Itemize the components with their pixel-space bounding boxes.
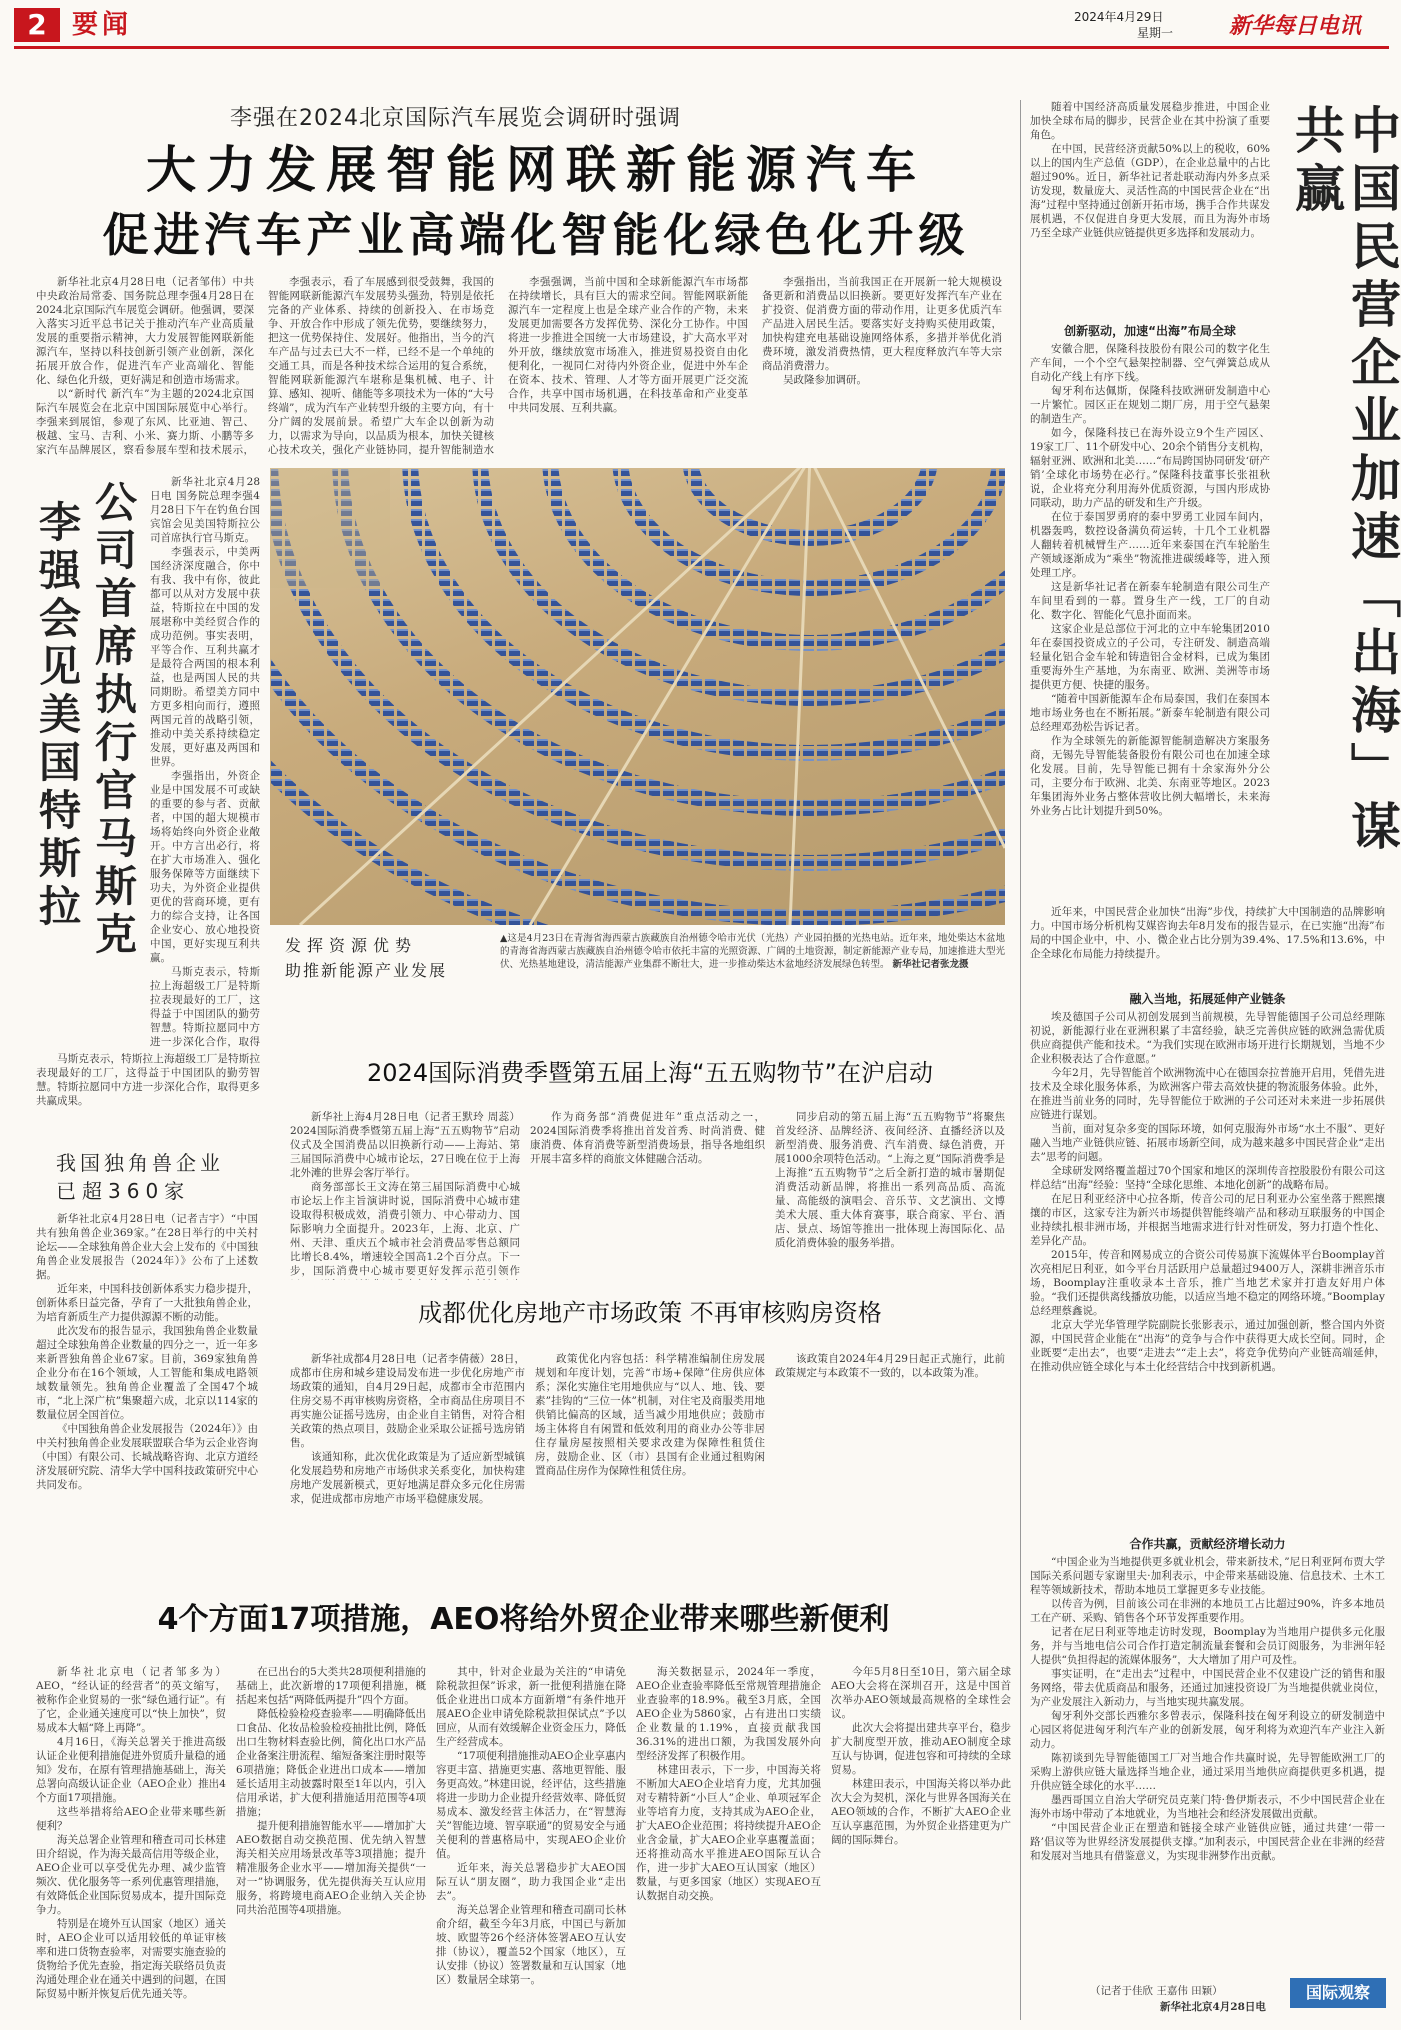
right-column-divider [1020,100,1021,2020]
chengdu-headline: 成都优化房地产市场政策 不再审核购房资格 [418,1299,882,1327]
private-intro: 随着中国经济高质量发展稳步推进，中国企业加快全球布局的脚步，民营企业在其中扮演了重要角色。 在中国，民营经济贡献50%以上的税收，60%以上的国内生产总值（GDP），在企业总量中的占比超过90%。近日，新华社记者赴联动海内外多点采访发现，数量庞大、灵活性高的中国民营企业在“出海”过程中坚持通过创新开拓市场，携手合作共谋发展机遇，不仅促进自身更大发展，而且为海外市场乃至全球产业链供应链提供更多选择和发展动力。 [1030,101,1270,239]
international-watch-tag: 国际观察 [1290,1978,1386,2008]
solar-field-photo [270,468,1005,925]
private-body-1b: 近年来，中国民营企业加快“出海”步伐，持续扩大中国制造的品牌影响力。中国市场分析机构艾媒咨询去年8月发布的报告显示，在已实施“出海”布局的中国企业中，中、小、微企业占比分别为39.4%、17.5%和13.6%，中企全球化布局能力持续提升。 [1030,906,1385,960]
photo-caption-title-2: 助推新能源产业发展 [285,961,448,980]
lead-body-col-2: 李强表示，看了车展感到很受鼓舞，我国的智能网联新能源汽车发展势头强劲，特别是依托完备的产业体系、持续的创新投入、在市场竞争、开放合作中形成了领先优势，要继续努力，把这一优势保持住、发展好。他指出，当今的汽车产品与过去已大不一样，已经不是一个单纯的交通工具，而是各种技术综合运用的复合系统，智能网联新能源汽车堪称是集机械、电子、计算、感知、视听、储能等多项技术为一体的“大号终端”，成为汽车产业转型升级的主要方向，有十分广阔的发展前景。希望广大车企以创新为动力，以需求为导向，以品质为根本，加快关键核心技术攻关，强化产业链协同，提升智能制造水 [268,276,494,456]
unicorn-headline-1: 我国独角兽企业 [56,1151,224,1175]
lead-headline-2: 促进汽车产业高端化智能化绿色化升级 [102,208,970,262]
page-number: 2 [14,8,60,42]
lead-body-col-4: 李强指出，当前我国正在开展新一轮大规模设备更新和消费品以旧换新。要更好发挥汽车产业在扩投资、促消费方面的带动作用，让更多优质汽车产品进入居民生活。要落实好支持购买使用政策，加快构建充电基础设施网络体系，多措并举优化消费环境，激发消费热情，更大程度释放汽车等大宗商品消费潜力。 吴政隆参加调研。 [762,276,1002,386]
aeo-body-col-3: 其中，针对企业最为关注的“申请免除税款担保”诉求，新一批便利措施在降低企业进出口成本方面新增“有条件地开展AEO企业申请免除税款担保试点”予以回应，从而有效缓解企业资金压力，降低生产经营成本。 “17项便利措施推动AEO企业享惠内容更丰富、措施更实惠、落地更智能、服务更高效。”林建田说，经评估，这些措施将进一步助力企业提升经营效率、降低贸易成本、激发经营主体活力，在“智慧海关”智能边境、智享联通”的贸易安全与通关便利的普惠格局中，实现AEO企业价值。 近年来，海关总署稳步扩大AEO国际互认“朋友圈”，助力我国企业“走出去”。 海关总署企业管理和稽查司副司长林俞介绍，截至今年3月底，中国已与新加坡、欧盟等26个经济体签署AEO互认安排（协议），覆盖52个国家（地区），互认安排（协议）签署数量和互认国家（地区）数量居全球第一。 [436,1666,626,1986]
shopping-body-col-1: 新华社上海4月28日电（记者王默玲 周蕊）2024国际消费季暨第五届上海“五五购物节”启动仪式及全国消费品以旧换新行动——上海站、第三届国际消费中心城市论坛，27日晚在位于上海北外滩的世界会客厅举行。 商务部部长王文涛在第三届国际消费中心城市论坛上作主旨演讲时说，国际消费中心城市建设取得积极成效，消费引领力、中心带动力、国际影响力全面提升。2023年，上海、北京、广州、天津、重庆五个城市社会消费品零售总额同比增长8.4%，增速较全国高1.2个百分点。下一步，国际消费中心城市要更好发挥示范引领作 [290,1111,520,1277]
private-subhead-1: 创新驱动，加速“出海”布局全球 [1064,324,1236,338]
meeting-headline-left: 李强会见美国特斯拉 [33,500,82,932]
meeting-body: 新华社北京4月28日电 国务院总理李强4月28日下午在钓鱼台国宾馆会见美国特斯拉公司首席执行官马斯克。 李强表示，中美两国经济深度融合，你中有我、我中有你，彼此都可以从对方发展中获益，特斯拉在中国的发展堪称中美经贸合作的成功范例。事实表明，平等合作、互利共赢才是最符合两国的根本利益，也是两国人民的共同期盼。希望美方同中方更多相向而行，遵照两国元首的战略引领，推动中美关系持续稳定发展，更好惠及两国和世界。 李强指出，外资企业是中国发展不可或缺的重要的参与者、贡献者，中国的超大规模市场将始终向外资企业敞开。中方言出必行，将在扩大市场准入、强化服务保障等方面继续下功夫，为外资企业提供更优的营商环境，更有力的综合支持，让各国企业安心、放心地投资中国，更好实现互利共赢。 马斯克表示，特斯拉上海超级工厂是特斯拉表现最好的工厂，这得益于中国团队的勤劳智慧。特斯拉愿同中方进一步深化合作，取得 [150,476,260,1048]
shopping-body-col-2: 作为商务部“消费促进年”重点活动之一，2024国际消费季将推出首发首秀、时尚消费、健康消费、体育消费等新型消费场景，指导各地组织开展丰富多样的商旅文体健融合活动。 [530,1111,765,1165]
chengdu-body-col-1: 新华社成都4月28日电（记者李倩薇）28日，成都市住房和城乡建设局发布进一步优化房地产市场政策的通知，自4月29日起，成都市全市范围内住房交易不再审核购房资格，全市商品住房项目不再实施公证摇号选房，由企业自主销售，对符合相关政策的热点项目，鼓励企业采取公证摇号选房销售。 该通知称，此次优化政策是为了适应新型城镇化发展趋势和房地产市场供求关系变化，加快构建房地产发展新模式，更好地满足群众多元化住房需求，促进成都市房地产市场平稳健康发展。 [290,1353,525,1505]
lead-body-col-3: 李强强调，当前中国和全球新能源汽车市场都在持续增长，具有巨大的需求空间。智能网联新能源汽车一定程度上也是全球产业合作的产物，未来发展更加需要各方发挥优势、深化分工协作。中国将进一步推进全国统一大市场建设，扩大高水平对外开放，继续放宽市场准入，推进贸易投资自由化便利化，一视同仁对待内外资企业，促进中外车企在资本、技术、管理、人才等方面开展更广泛交流合作，共享中国市场机遇，在科技革命和产业变革中共同发展、互利共赢。 [508,276,748,414]
private-dateline: 新华社北京4月28日电 [1160,2001,1266,2013]
aeo-body-col-5: 今年5月8日至10日，第六届全球AEO大会将在深圳召开，这是中国首次举办AEO领域最高规格的全球性会议。 此次大会将提出建共享平台，稳步扩大制度型开放，推动AEO制度全球互认与协调，促进包容和可持续的全球贸易。 林建田表示，中国海关将以举办此次大会为契机，深化与世界各国海关在AEO领域的合作，不断扩大AEO企业互认享惠范围，为外贸企业搭建更为广阔的国际舞台。 [831,1666,1011,1846]
photo-credit: 新华社记者张龙摄 [892,959,969,970]
shopping-body-col-3: 同步启动的第五届上海“五五购物节”将聚焦首发经济、品牌经济、夜间经济、直播经济以及新型消费、服务消费、汽车消费、绿色消费，开展1000余项特色活动。“上海之夏”国际消费季是上海推“五五购物节”之后全新打造的城市暑期促消费活动新品牌，将推出一系列高品质、高流量、高能级的演唱会、音乐节、文艺演出、文博美术大展、重大体育赛事，联合商家、平台、酒店、景点、场馆等推出一批体现上海国际化、品质化消费体验的服务举措。 [775,1111,1005,1249]
aeo-body-col-2: 在已出台的5大类共28项便利措施的基础上，此次新增的17项便利措施，概括起来包括“两降低两提升”四个方面。 降低检验检疫查验率——明确降低出口食品、化妆品检验检疫抽批比例，降低出口生物材料查验比例，简化出口水产品企业备案注册流程、缩短备案注册时限等6项措施；降低企业进出口成本——增加延长适用主动披露时限至1年以内，引入信用承诺，扩大便利措施适用范围等4项措施； 提升便利措施智能水平——增加扩大AEO数据自动交换范围、优先纳入智慧海关相关应用场景改革等3项措施；提升精准服务企业水平——增加海关提供“一对一”协调服务，优先提供海关互认应用服务，将跨境电商AEO企业纳入关企协同共治范围等4项措施。 [236,1666,426,1916]
private-body-1a: 安徽合肥，保隆科技股份有限公司的数字化生产车间，一个个空气悬架控制器、空气弹簧总成从自动化产线上有序下线。 匈牙利布达佩斯，保隆科技欧洲研发制造中心一片繁忙。园区正在规划二期厂房，用于空气悬架的制造生产。 如今，保隆科技已在海外设立9个生产园区、19家工厂、11个研发中心、20余个销售分支机构，辐射亚洲、欧洲和北美……“布局跨国协同研发‘研产销’全球化市场势在必行。”保隆科技董事长张祖秋说，企业将充分利用海外优质资源，与国内形成协同联动，助力产品的研发和生产升级。 在位于泰国罗勇府的泰中罗勇工业园车间内，机器轰鸣，数控设备满负荷运转，十几个工业机器人翻转着机械臂生产……近年来泰国在汽车轮胎生产领域逐渐成为“乘坐”物流推进碳缓峰等，进入预处理工序。 这是新华社记者在新泰车轮制造有限公司生产车间里看到的一幕。置身生产一线，工厂的自动化、数字化、智能化气息扑面而来。 这家企业是总部位于河北的立中车轮集团2010年在泰国投资成立的子公司，专注研发、制造高端轻量化铝合金车轮和铸造铝合金材料，已成为集团重要海外生产基地，为东南亚、欧洲、美洲等市场提供更方便、快捷的服务。 “随着中国新能源车企布局泰国，我们在泰国本地市场业务也在不断拓展。”新泰车轮制造有限公司总经理邓劲松告诉记者。 作为全球领先的新能源智能制造解决方案服务商，无锡先导智能装备股份有限公司也在加速全球化发展。目前，先导智能已拥有十余家海外分公司，主要分布于欧洲、北美、东南亚等地区。2023年集团海外业务占整体营收比例大幅增长，未来海外业务占比计划提升到50%。 [1030,343,1270,817]
photo-caption: ▲这是4月23日在青海省海西蒙古族藏族自治州德令哈市光伏（光热）产业园拍摄的光热电站。近年来，地处柴达木盆地的青海省海西蒙古族藏族自治州德令哈市依托丰富的光照资源、广阔的土地资源，制定新能源产业专局，加速推进大型光伏、光热基地建设，清洁能源产业集群不断壮大，进一步推动柴达木盆地经济发展绿色转型。 新华社记者张龙摄 [500,933,1005,970]
lead-body-col-1: 新华社北京4月28日电（记者邹伟）中共中央政治局常委、国务院总理李强4月28日在2024北京国际汽车展览会调研。他强调，要深入落实习近平总书记关于推动汽车产业高质量发展的重要指示精神，大力发展智能网联新能源汽车，坚持以科技创新引领产业创新，深化拓展开放合作，促进汽车产业高端化、智能化、绿色化升级，更好满足和创造市场需求。 以“新时代 新汽车”为主题的2024北京国际汽车展览会在北京中国国际展览中心举行。李强来到展馆，参观了东风、比亚迪、智己、极越、宝马、吉利、小米、赛力斯、小鹏等多家汽车品牌展区，察看参展车型和技术展示， [36,276,254,456]
paper-name: 新华每日电讯 [1229,13,1362,39]
unicorn-headline-2: 已超360家 [56,1179,191,1203]
lead-kicker: 李强在2024北京国际汽车展览会调研时强调 [230,106,681,131]
unicorn-body: 新华社北京4月28日电（记者吉宇）“中国共有独角兽企业369家。”在28日举行的中关村论坛——全球独角兽企业大会上发布的《中国独角兽企业发展报告（2024年）》公布了上述数据。 近年来，中国科技创新体系实力稳步提升，创新体系日益完备，孕育了一大批独角兽企业，为培育新质生产力提供源源不断的动能。 此次发布的报告显示，我国独角兽企业数量超过全球独角兽企业数量的四分之一，近一年多来新晋独角兽企业67家。目前，369家独角兽企业分布在16个领域，人工智能和集成电路领域数量领先。独角兽企业覆盖了全国47个城市，“北上深广杭”集聚超六成，北京以114家的数量位居全国首位。 《中国独角兽企业发展报告（2024年）》由中关村独角兽企业发展联盟联合华为云企业咨询（中国）有限公司、长城战略咨询、北京方道经济发展研究院、清华大学中国科技政策研究中心共同发布。 [36,1213,258,1491]
private-subhead-3: 合作共赢，贡献经济增长动力 [1129,1537,1286,1551]
private-headline: 中国民营企业加速「出海」谋共赢 [1287,104,1401,858]
private-subhead-2: 融入当地，拓展延伸产业链条 [1129,992,1286,1006]
aeo-body-col-4: 海关数据显示，2024年一季度，AEO企业查验率降低至常规管理措施企业查验率的18.9%。截至3月底，全国AEO企业为5860家，占有进出口实绩企业数量的1.19%，直接贡献我国36.31%的进出口额，为我国发展外向型经济发挥了积极作用。 林建田表示，下一步，中国海关将不断加大AEO企业培育力度，尤其加强对专精特新“小巨人”企业、单项冠军企业等培育力度，支持其成为AEO企业，扩大AEO企业范围；将持续提升AEO企业含金量，扩大AEO企业享惠覆盖面；还将推动高水平推进AEO国际互认合作，进一步扩大AEO互认国家（地区）数量，与更多国家（地区）实现AEO互认数据自动交换。 [636,1666,821,1902]
private-body-3: “中国企业为当地提供更多就业机会，带来新技术，”尼日利亚阿布贾大学国际关系问题专家谢里夫·加利表示，中企带来基础设施、信息技术、土木工程等领域新技术，帮助本地员工掌握更多专业技能。 以传音为例，目前该公司在非洲的本地员工占比超过90%，许多本地员工在产研、采购、销售各个环节发挥重要作用。 记者在尼日利亚等地走访时发现，Boomplay为当地用户提供多元化服务，并与当地电信公司合作打造定制流量套餐和会员订阅服务，为非洲年轻人提供“负担得起的流媒体服务”，大大增加了用户可及性。 事实证明，在“走出去”过程中，中国民营企业不仅建设广泛的销售和服务网络，带去优质商品和服务，还通过加速投资设厂为当地提供就业岗位，为产业发展注入新动力，与当地实现共赢发展。 匈牙利外交部长西雅尔多曾表示，保隆科技在匈牙利设立的研发制造中心园区将促进匈牙利汽车产业的创新发展，匈牙利将为欢迎汽车产业注入新动力。 陈初谈到先导智能德国工厂对当地合作共赢时说，先导智能欧洲工厂的采购上游供应链大量选择当地企业，通过采用当地供应商提供更多机遇，提升供应链全球化的水平…… 墨西哥国立自治大学研究员克莱门特·鲁伊斯表示，不少中国民营企业在海外市场中带动了本地就业，为当地社会和经济发展做出贡献。 “中国民营企业正在塑造和链接全球产业链供应链，通过共建‘一带一路’倡议等为世界经济发展提供支撑。”加利表示，中国民营企业在非洲的经营和发展对当地具有借鉴意义，为实现非洲梦作出贡献。 [1030,1556,1385,1862]
private-byline: （记者于佳欣 王嘉伟 田颖） [1090,1985,1223,1997]
private-body-2: 埃及德国子公司从初创发展到当前规模，先导智能德国子公司总经理陈初说，新能源行业在亚洲积累了丰富经验，缺乏完善供应链的欧洲急需优质供应商提供产能和技术。“为我们实现在欧洲市场开进行长期规划，当地不少企业积极表达了合作意愿。” 今年2月，先导智能首个欧洲物流中心在德国奈拉普施开启用，凭借先进技术及全球化服务体系，为欧洲客户带去高效快捷的物流服务体验。此外，在推进当前业务的同时，先导智能位于欧洲的子公司还对未来进一步拓展供应链进行谋划。 当前，面对复杂多变的国际环境，如何克服海外市场“水土不服”、更好融入当地产业链供应链、拓展市场新空间，成为越来越多中国民营企业“走出去”思考的问题。 全球研发网络覆盖超过70个国家和地区的深圳传音控股股份有限公司这样总结“出海”经验：坚持“全球化思维、本地化创新”的战略布局。 在尼日利亚经济中心拉各斯，传音公司的尼日利亚办公室坐落于熙熙攘攘的市区，这家专注为新兴市场提供智能终端产品和移动互联服务的中国企业持续扎根非洲市场，并根据当地需求进行针对性研发，努力打造个性化、差异化产品。 2015年，传音和网易成立的合资公司传易旗下流媒体平台Boomplay首次亮相尼日利亚，如今平台月活跃用户总量超过9400万人，深耕非洲音乐市场，Boomplay注重收录本土音乐，推广当地艺术家并打造友好用户体验。“我们还提供离线播放功能，以适应当地不稳定的网络环境。”Boomplay总经理蔡鑫说。 北京大学光华管理学院副院长张影表示，通过加强创新，整合国内外资源，中国民营企业能在“出海”的竞争与合作中获得更大成长空间。同时，企业既要“走出去”，也要“走进去”“走上去”，将竞争优势向产业链高端延伸，在推动供应链全球化与本土化经营结合中找到新机遇。 [1030,1011,1385,1373]
chengdu-body-col-2: 政策优化内容包括：科学精准编制住房发展规划和年度计划，完善“市场+保障”住房供应体系；深化实施住宅用地供应与“以人、地、钱、要素”挂钩的“三位一体”机制，对住宅及商服类用地供销比偏高的区域，适当减少用地供应；鼓励市场主体将自有闲置和低效利用的商业办公等非居住存量房屋按照相关要求改建为保障性租赁住房，鼓励企业、区（市）县国有企业通过租购闲置商品住房作为保障性租赁住房。 [535,1353,765,1477]
photo-caption-title-1: 发挥资源优势 [285,936,418,955]
meeting-headline-right: 公司首席执行官马斯克 [89,480,138,960]
shopping-headline: 2024国际消费季暨第五届上海“五五购物节”在沪启动 [367,1059,933,1087]
aeo-body-col-1: 新华社北京电（记者邹多为）AEO，“经认证的经营者”的英文缩写，被称作企业贸易的一张“绿色通行证”。有了它，企业通关速度可以“快上加快”，贸易成本大幅“降上再降”。 4月16日，《海关总署关于推进高级认证企业便利措施促进外贸质升量稳的通知》发布，在原有管理措施基础上，海关总署向高级认证企业（AEO企业）推出4个方面17项措施。 这些举措将给AEO企业带来哪些新便利？ 海关总署企业管理和稽查司司长林建田介绍说，作为海关最高信用等级企业，AEO企业可以享受优先办理、减少监管频次、优化服务等一系列优惠管理措施，有效降低企业国际贸易成本，提升国际竞争力。 特别是在境外互认国家（地区）通关时，AEO企业可以适用较低的单证审核率和进口货物查验率，对需要实施查验的货物给予优先查验，指定海关联络员负责沟通处理企业在通关中遇到的问题，在国际贸易中断并恢复后优先通关等。 [36,1666,226,2000]
aeo-headline: 4个方面17项措施，AEO将给外贸企业带来哪些新便利 [157,1602,890,1637]
heliostat-rings-graphic [270,468,1005,925]
section-title: 要闻 [72,10,133,40]
lead-headline-1: 大力发展智能网联新能源汽车 [146,141,926,199]
masthead [14,8,1389,42]
issue-weekday: 星期一 [1137,26,1174,40]
chengdu-body-col-3: 该政策自2024年4月29日起正式施行，此前政策规定与本政策不一致的，以本政策为准。 [775,1353,1005,1379]
header-rule [14,46,1389,49]
meeting-body-continued: 马斯克表示，特斯拉上海超级工厂是特斯拉表现最好的工厂，这得益于中国团队的勤劳智慧。特斯拉愿同中方进一步深化合作，取得更多共赢成果。 [36,1053,260,1107]
issue-date: 2024年4月29日 [1074,10,1164,24]
